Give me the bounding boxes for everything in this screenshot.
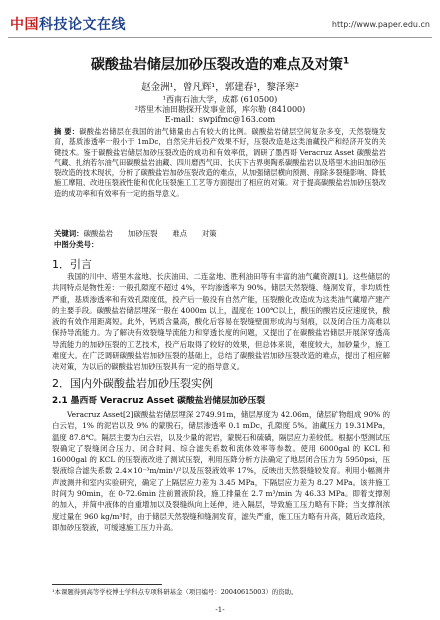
authors: 赵金洲¹，曾凡辉¹，郭建春¹，黎泽寒²	[141, 82, 299, 93]
logo-name: 科技论文在线	[39, 17, 126, 33]
subsection-heading-veracruz: 2.1 墨西哥 Veracruz Asset 碳酸盐岩储层加砂压裂	[52, 396, 266, 406]
footnote: ¹本课题得到高等学校博士学科点专项科研基金（项目编号：20040615003）的资助。	[52, 588, 298, 596]
site-logo[interactable]	[10, 14, 126, 34]
site-header	[8, 10, 432, 36]
keywords-text: 碳酸盐岩 加砂压裂 难点 对策	[83, 229, 217, 238]
keywords-label: 关键词：	[54, 229, 84, 238]
page-number: -1-	[215, 606, 225, 614]
header-divider	[8, 37, 432, 38]
abstract-text: 碳酸盐岩储层在我国的油气储量由占有较大的比例。碳酸盐岩储层空间复杂多变，天然裂缝发育，基质渗透率一般小于 1mDc，自然完井后投产效果不好，压裂改造是这类油藏投产和经济开发的关键技术。鉴于碳酸盐岩储层加砂压裂改造的成功和有效率低，调研了墨西哥 Veracruz Asset 碳酸盐岩气藏、扎纳若尔油气田碳酸盐岩油藏、四川磨西气田、长庆下古界奥陶系碳酸盐岩以及塔里木油田加砂压裂改造的技术现状，分析了碳酸盐岩加砂压裂改造的难点，从加强储层横向预测、削除多裂缝影响、降低施工摩阻、改进压裂液性能和优化压裂施工工艺等方面提出了相应的对策。对于提高碳酸盐岩加砂压裂改造的成功率和有效率有一定的指导意义。	[54, 127, 386, 198]
title-footnote-mark: 1	[342, 56, 350, 67]
footnote-divider	[52, 584, 162, 585]
abstract-label: 摘 要：	[54, 127, 80, 136]
site-url[interactable]: http://www.paper.edu.cn	[331, 20, 430, 29]
abstract	[54, 127, 386, 199]
intro-paragraph: 我国的川中、塔里木盆地、长庆油田、二连盆地、胜利油田等有丰富的油气藏资源[1]。这些储层的共同特点是物性差：一般孔隙度不超过 4%，平均渗透率为 90%。储层天然裂缝、缝洞发育，非均质性严重，基质渗透率和有效孔隙度低，投产后一般没有自然产能，压裂酸化改造成为这类油气藏增产建产的主要手段。碳酸盐岩储层埋深一般在 4000m 以上，温度在 100℃以上，酸压的酸岩反应速度快，酸液的有效作用距离短。此外，钙质含量高，酸化后容易在裂缝壁面形成沟与刻痕，以及闭合压力高难以保持导流能力。为了解决有效裂缝导流能力和穿透长度的问题，又提出了在碳酸盐岩储层开展深穿透高导流能力的加砂压裂的工艺技术，投产后取得了较好的效果，但总体来说，难度较大，加砂量少，施工难度大。在广泛调研碳酸盐岩加砂压裂的基础上，总结了碳酸盐岩加砂压裂改造的难点，提出了相应解决对策，为以后的碳酸盐岩加砂压裂具有一定的指导意义。	[52, 272, 390, 372]
classification	[54, 239, 386, 250]
section-heading-cases: 2．国内外碳酸盐岩加砂压裂实例	[52, 377, 213, 390]
affiliation-2: ²塔里木油田勘探开发事业部，库尔勒 (841000)	[134, 105, 306, 114]
paper-title	[0, 54, 440, 74]
veracruz-paragraph: Veracruz Asset[2]碳酸盐岩储层埋深 2749.91m，储层厚度为 42.06m，储层矿物组成 90% 的白云岩，1% 的泥岩以及 9% 的蒙脱石，储层渗透率 0.1 mDc，孔隙度 5%。油藏压力 19.31MPa，温度 87.8℃。隔层主要为白云岩，以及少量的泥岩，蒙脱石和硫磺，隔层应力差较低。根据小型测试压裂确定了裂缝闭合压力、闭合时间、综合滤失系数和流体效率等参数。使用 6000gal 的 KCL 和 16000gal 的 KCL 的压裂液改进了测试压裂，利用压降分析方法确定了地层闭合压力为 5950psi，压裂液综合滤失系数 2.4×10⁻³m/min¹/²以及压裂液效率 17%，反映出天然裂缝较发育。利用小幅测井声波测井和室内实验研究，确定了上隔层应力差为 3.45 MPa，下隔层应力差为 8.27 MPa。该井施工时间为 90min，在 0-72.6min 注前置液阶段，施工排量在 2.7 m³/min 为 46.33 MPa。即着支撑剂的加入，并简中液体的自重增加以及裂缝纵向上延伸，进入隔层，导致施工压力略有下降；当支撑剂浓度过量在 960 kg/m³时，由于储层天然裂缝和缝洞发育，滤失严重，施工压力略有升高，随后改造段，即加砂压裂液，可缓速施工压力升高。	[52, 410, 390, 532]
logo-prefix: 中国	[10, 17, 39, 33]
author-email[interactable]: E-mail：swpifmc@163.com	[164, 115, 276, 124]
classification-label: 中图分类号：	[54, 240, 99, 249]
section-heading-intro: 1．引言	[52, 258, 92, 271]
paper-title-text: 碳酸盐岩储层加砂压裂改造的难点及对策	[90, 57, 343, 73]
affiliation-1: ¹西南石油大学，成都 (610500)	[162, 95, 278, 104]
keywords	[54, 228, 386, 239]
